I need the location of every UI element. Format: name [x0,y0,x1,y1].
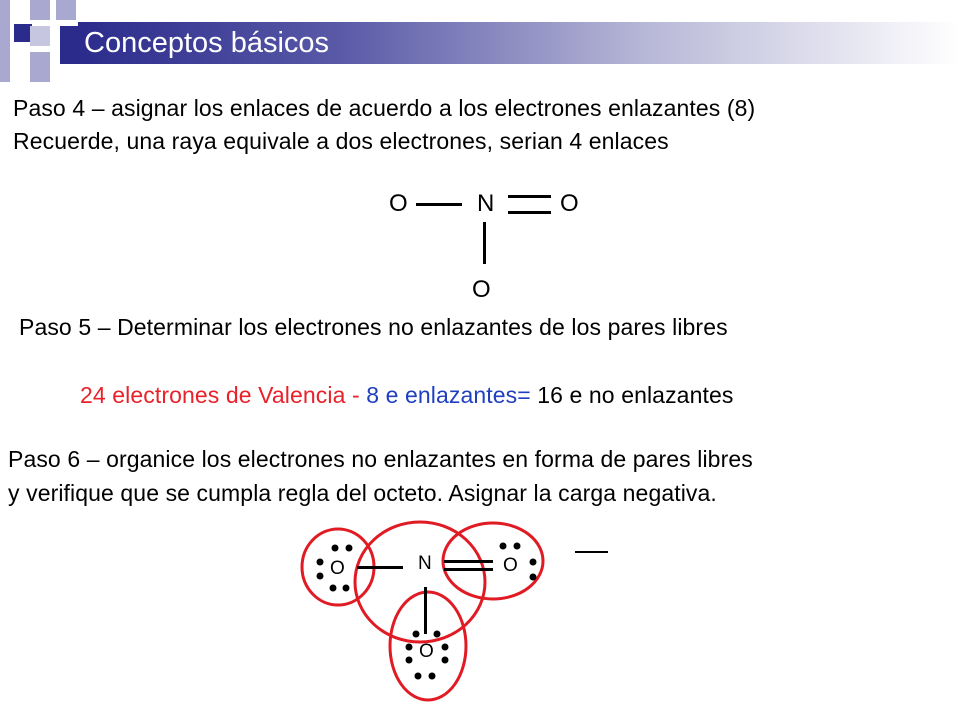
electron [332,545,339,552]
electron [442,657,449,664]
electron [343,585,350,592]
electron [434,631,441,638]
electron [500,543,507,550]
electron [346,545,353,552]
electron [514,543,521,550]
atom-o-right: O [560,190,579,217]
calc-nonbonding: 16 e no enlazantes [537,382,734,408]
bond2-double-top [444,560,493,563]
electron [429,673,436,680]
atom-o-left: O [389,190,408,217]
electron [317,559,324,566]
bond2-double-bottom [444,568,493,571]
paso6-line2: y verifique que se cumpla regla del octeto. Asignar la carga negativa. [8,480,717,506]
electron [530,559,537,566]
atom2-o-bottom: O [419,641,434,662]
atom2-n: N [418,553,432,574]
electron [317,573,324,580]
electron [406,644,413,651]
electron [530,574,537,581]
negative-charge-sign [575,551,608,553]
octet-circle-center [355,522,485,642]
calc-bonding: 8 e enlazantes [366,382,518,408]
calc-equals: = [517,382,538,408]
paso5-line1: Paso 5 – Determinar los electrones no enlazantes de los pares libres [19,314,728,340]
slide-title: Conceptos básicos [84,27,330,59]
electron [330,585,337,592]
bond2-single-bottom [424,587,427,634]
electron [415,673,422,680]
paso4-line1: Paso 4 – asignar los enlaces de acuerdo a los electrones enlazantes (8) [13,95,756,121]
atom2-o-left: O [330,558,345,579]
electron [413,631,420,638]
paso4-line2: Recuerde, una raya equivale a dos electrones, serian 4 enlaces [13,128,669,154]
atom-o-bottom: O [472,276,491,303]
paso6-line1: Paso 6 – organice los electrones no enlazantes en forma de pares libres [8,446,753,472]
calc-valence: 24 electrones de Valencia - [80,382,367,408]
atom-n: N [477,190,495,217]
atom2-o-right: O [503,555,518,576]
bond2-single-left [357,566,403,569]
electron [406,657,413,664]
electron [442,644,449,651]
